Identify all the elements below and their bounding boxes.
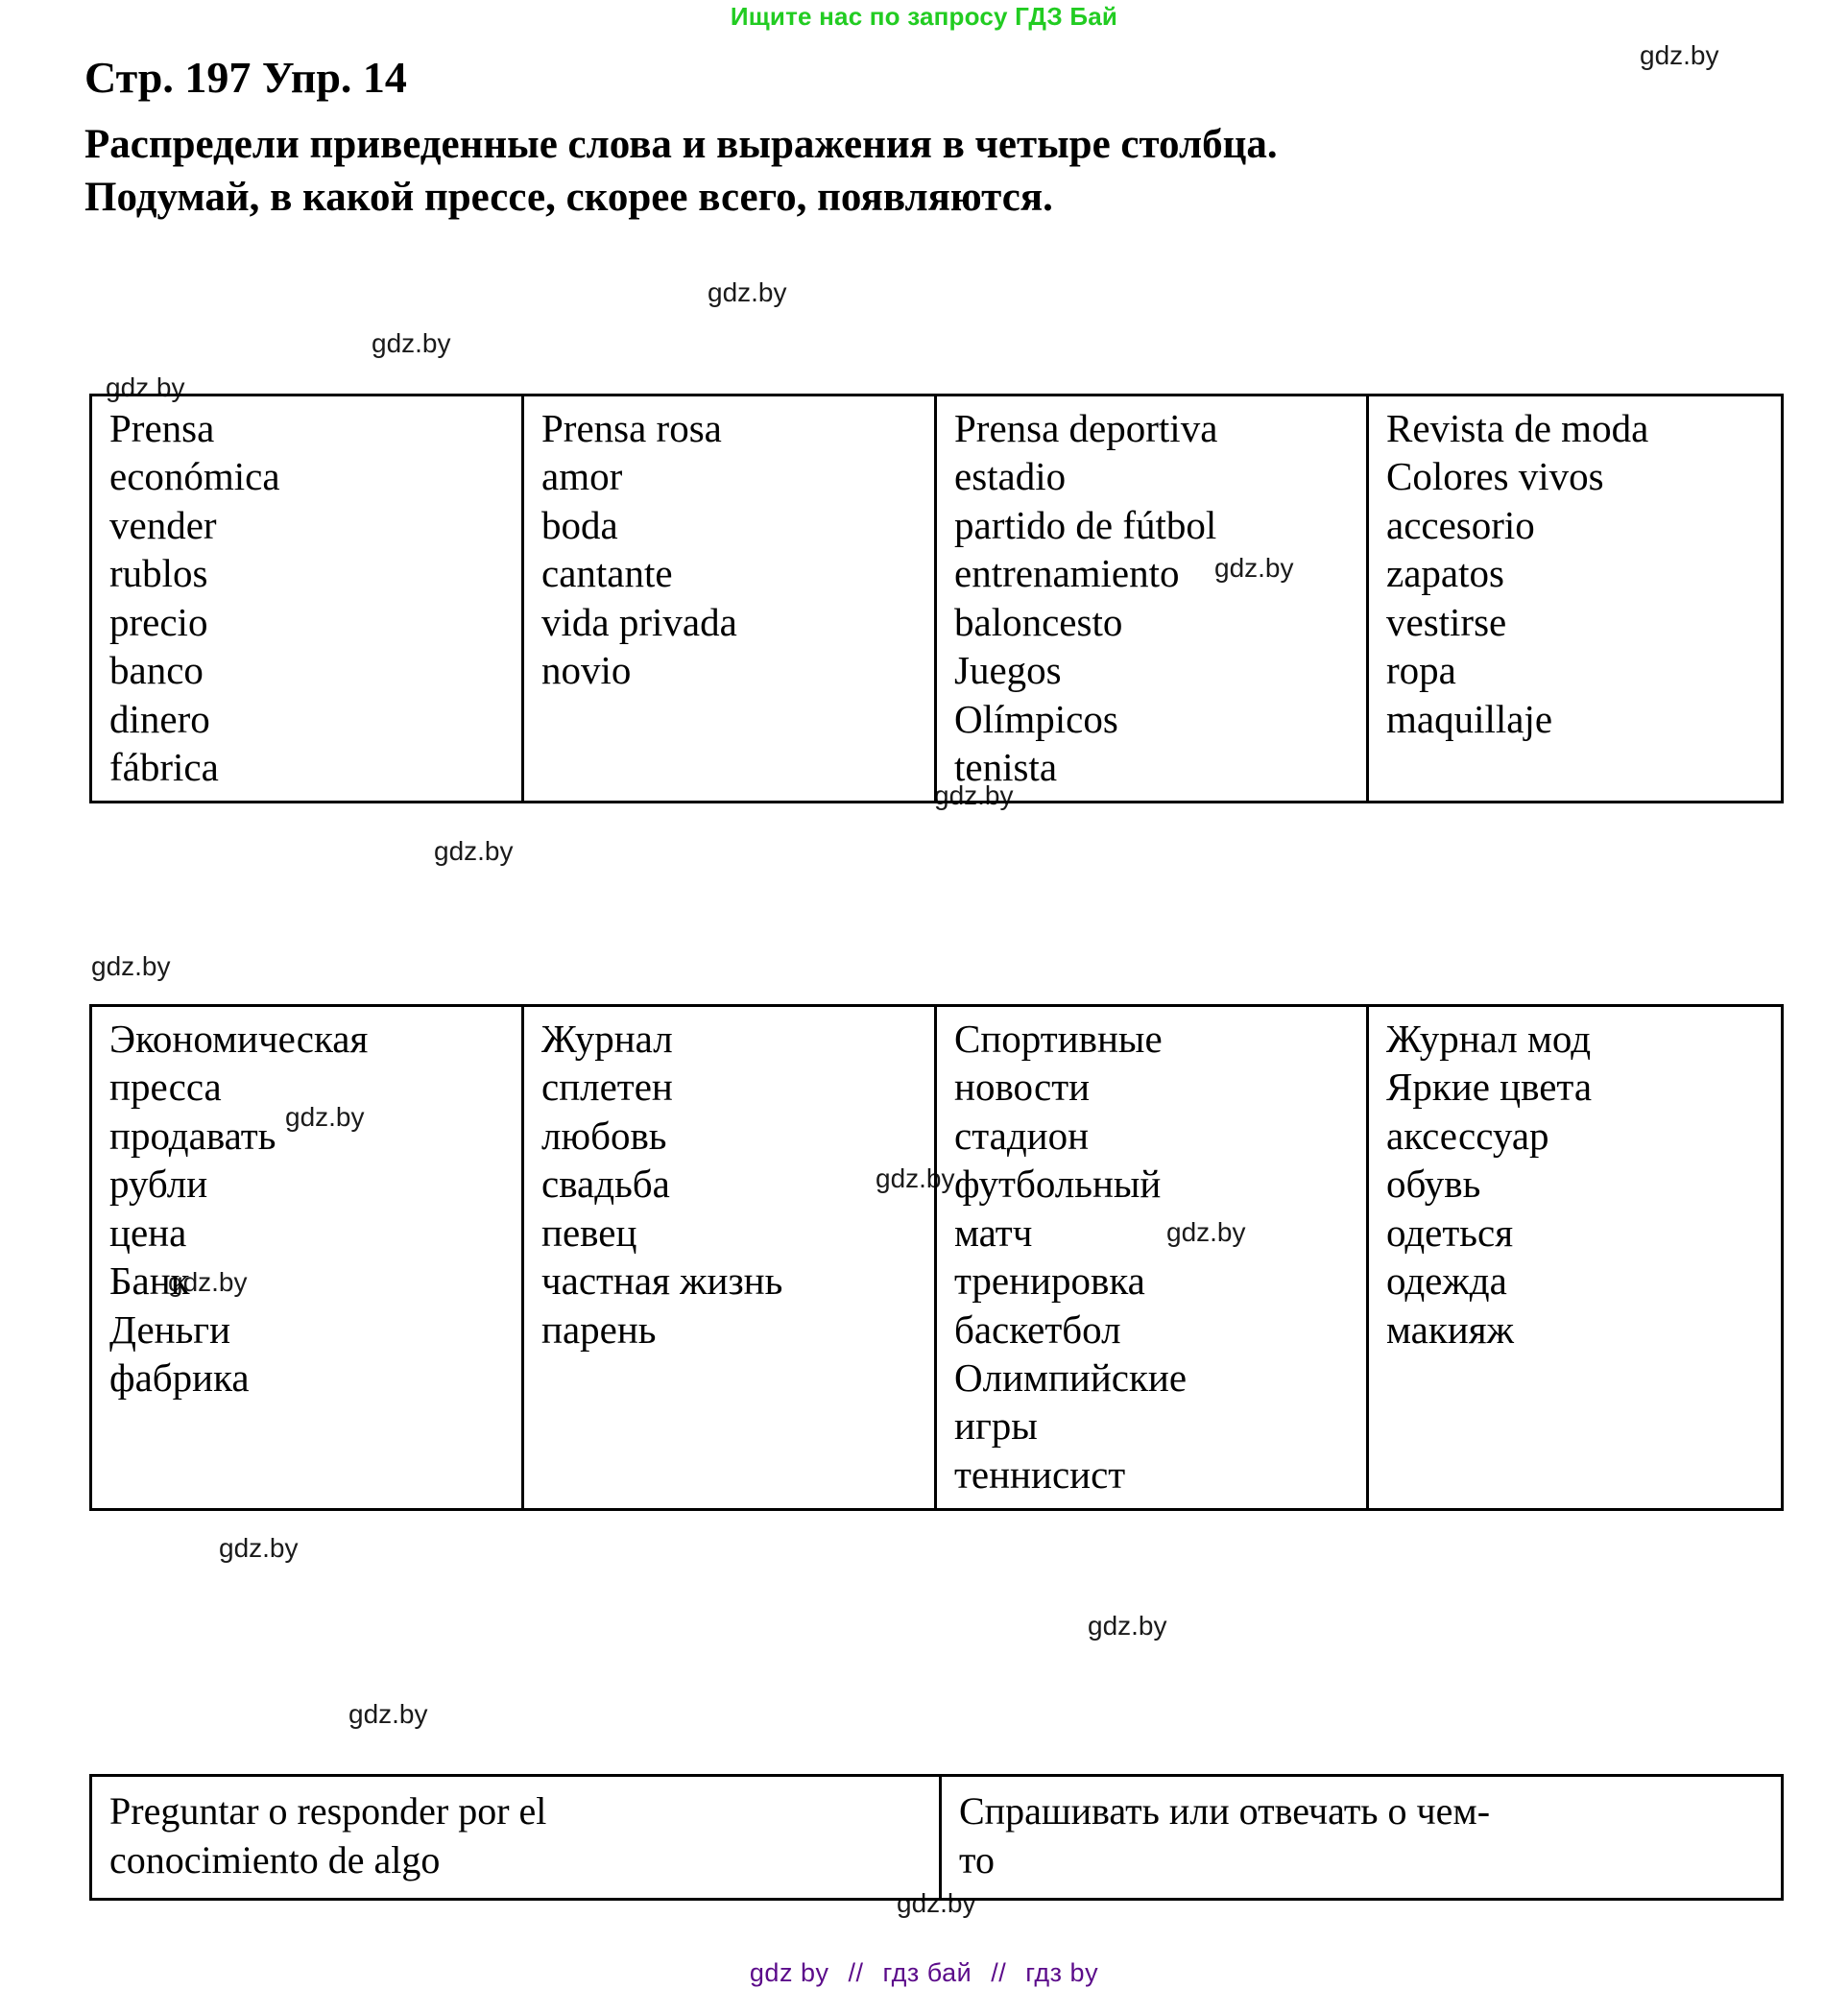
word-entry: Экономическая bbox=[109, 1017, 369, 1061]
word-entry: baloncesto bbox=[954, 599, 1123, 644]
word-entry: любовь bbox=[541, 1113, 667, 1158]
word-entry: Preguntar o responder por el bbox=[109, 1789, 547, 1833]
gdz-watermark: gdz.by bbox=[219, 1533, 299, 1563]
word-entry: фабрика bbox=[109, 1354, 250, 1400]
promo-banner: Ищите нас по запросу ГДЗ Бай bbox=[730, 2, 1118, 31]
word-entry: Спортивные bbox=[954, 1017, 1163, 1061]
word-entry: цена bbox=[109, 1210, 187, 1255]
word-entry: Яркие цвета bbox=[1386, 1065, 1593, 1110]
spanish-word-table bbox=[89, 394, 1784, 803]
word-entry: precio bbox=[109, 599, 208, 644]
footer-link-3[interactable]: гдз by bbox=[1025, 1958, 1099, 1987]
table-row bbox=[91, 395, 1783, 803]
gdz-watermark: gdz.by bbox=[91, 951, 171, 981]
footer-link-1[interactable]: gdz by bbox=[749, 1958, 829, 1987]
word-entry: Prensa bbox=[109, 406, 215, 450]
word-entry: Банк bbox=[109, 1258, 190, 1304]
task-instruction-line-1: Распредели приведенные слова и выражения в четыре столбца. bbox=[84, 121, 1278, 167]
word-entry: футбольный bbox=[954, 1162, 1162, 1207]
word-entry: одеться bbox=[1386, 1210, 1514, 1255]
word-entry: Спрашивать или отвечать о чем- bbox=[959, 1789, 1491, 1833]
word-entry: dinero bbox=[109, 696, 210, 741]
gdz-watermark: gdz.by bbox=[1214, 553, 1294, 583]
word-entry: то bbox=[959, 1838, 995, 1882]
word-entry: boda bbox=[541, 502, 618, 547]
word-entry: Журнал мод bbox=[1386, 1017, 1592, 1061]
gdz-watermark: gdz.by bbox=[348, 1699, 428, 1729]
word-entry: стадион bbox=[954, 1113, 1090, 1158]
russian-column-economic bbox=[91, 1006, 523, 1510]
word-entry: accesorio bbox=[1386, 502, 1535, 547]
page-reference: Стр. 197 Упр. 14 bbox=[84, 53, 407, 102]
word-entry: макияж bbox=[1386, 1306, 1514, 1352]
exercise-heading bbox=[84, 50, 1774, 224]
gdz-watermark: gdz.by bbox=[897, 1888, 976, 1918]
word-entry: zapatos bbox=[1386, 551, 1504, 596]
word-entry: vestirse bbox=[1386, 599, 1507, 644]
russian-column-fashion bbox=[1368, 1006, 1783, 1510]
word-entry: cantante bbox=[541, 551, 673, 596]
gdz-watermark: gdz.by bbox=[876, 1163, 955, 1193]
word-entry: vida privada bbox=[541, 599, 737, 644]
word-entry: Colores vivos bbox=[1386, 454, 1604, 499]
phrase-spanish bbox=[91, 1776, 941, 1900]
spanish-column-fashion bbox=[1368, 395, 1783, 803]
word-entry: económica bbox=[109, 454, 280, 499]
phrase-russian bbox=[941, 1776, 1783, 1900]
word-entry: Деньги bbox=[109, 1306, 231, 1352]
word-entry: игры bbox=[954, 1403, 1038, 1449]
word-entry: Prensa rosa bbox=[541, 406, 722, 450]
footer-separator-2: // bbox=[991, 1958, 1007, 1987]
russian-column-gossip bbox=[523, 1006, 936, 1510]
word-entry: ropa bbox=[1386, 648, 1456, 693]
word-entry: estadio bbox=[954, 454, 1067, 499]
gdz-watermark: gdz.by bbox=[434, 836, 514, 866]
spanish-column-economic bbox=[91, 395, 523, 803]
word-entry: продавать bbox=[109, 1113, 276, 1158]
word-entry: Revista de moda bbox=[1386, 406, 1649, 450]
gdz-watermark: gdz.by bbox=[708, 277, 787, 307]
word-entry: amor bbox=[541, 454, 623, 499]
word-entry: banco bbox=[109, 648, 204, 693]
word-entry: tenista bbox=[954, 744, 1058, 789]
word-entry: рубли bbox=[109, 1162, 208, 1207]
word-entry: Prensa deportiva bbox=[954, 406, 1218, 450]
gdz-watermark: gdz.by bbox=[372, 328, 451, 358]
word-entry: одежда bbox=[1386, 1258, 1507, 1304]
word-entry: Juegos bbox=[954, 648, 1062, 693]
footer-site-links bbox=[0, 1958, 1848, 1988]
word-entry: свадьба bbox=[541, 1162, 670, 1207]
russian-column-sports bbox=[936, 1006, 1368, 1510]
word-entry: conocimiento de algo bbox=[109, 1838, 441, 1882]
spanish-column-gossip bbox=[523, 395, 936, 803]
word-entry: певец bbox=[541, 1210, 637, 1255]
word-entry: Olímpicos bbox=[954, 696, 1118, 741]
footer-separator-1: // bbox=[848, 1958, 864, 1987]
word-entry: entrenamiento bbox=[954, 551, 1180, 596]
word-entry: maquillaje bbox=[1386, 696, 1553, 741]
gdz-watermark: gdz.by bbox=[106, 372, 185, 402]
word-entry: пресса bbox=[109, 1065, 222, 1110]
word-entry: fábrica bbox=[109, 744, 219, 789]
gdz-watermark: gdz.by bbox=[1088, 1611, 1167, 1641]
word-entry: partido de fútbol bbox=[954, 502, 1217, 547]
word-entry: novio bbox=[541, 648, 632, 693]
spanish-column-sports bbox=[936, 395, 1368, 803]
gdz-watermark: gdz.by bbox=[1640, 40, 1719, 70]
footer-link-2[interactable]: гдз бай bbox=[882, 1958, 972, 1987]
word-entry: Олимпийские bbox=[954, 1354, 1188, 1400]
word-entry: баскетбол bbox=[954, 1306, 1121, 1352]
word-entry: Журнал bbox=[541, 1017, 673, 1061]
word-entry: тренировка bbox=[954, 1258, 1145, 1304]
word-entry: обувь bbox=[1386, 1162, 1481, 1207]
word-entry: парень bbox=[541, 1306, 657, 1352]
gdz-watermark: gdz.by bbox=[934, 780, 1014, 810]
word-entry: теннисист bbox=[954, 1451, 1126, 1497]
word-entry: частная жизнь bbox=[541, 1258, 783, 1304]
gdz-watermark: gdz.by bbox=[168, 1267, 248, 1297]
word-entry: новости bbox=[954, 1065, 1091, 1110]
word-entry: rublos bbox=[109, 551, 208, 596]
phrase-translation-table bbox=[89, 1774, 1784, 1901]
word-entry: матч bbox=[954, 1210, 1033, 1255]
russian-word-table bbox=[89, 1004, 1784, 1511]
word-entry: аксессуар bbox=[1386, 1113, 1549, 1158]
word-entry: vender bbox=[109, 502, 217, 547]
table-row bbox=[91, 1006, 1783, 1510]
table-row bbox=[91, 1776, 1783, 1900]
gdz-watermark: gdz.by bbox=[1166, 1217, 1246, 1247]
gdz-watermark: gdz.by bbox=[285, 1102, 365, 1132]
word-entry: сплетен bbox=[541, 1065, 673, 1110]
task-instruction-line-2: Подумай, в какой прессе, скорее всего, появляются. bbox=[84, 174, 1053, 220]
